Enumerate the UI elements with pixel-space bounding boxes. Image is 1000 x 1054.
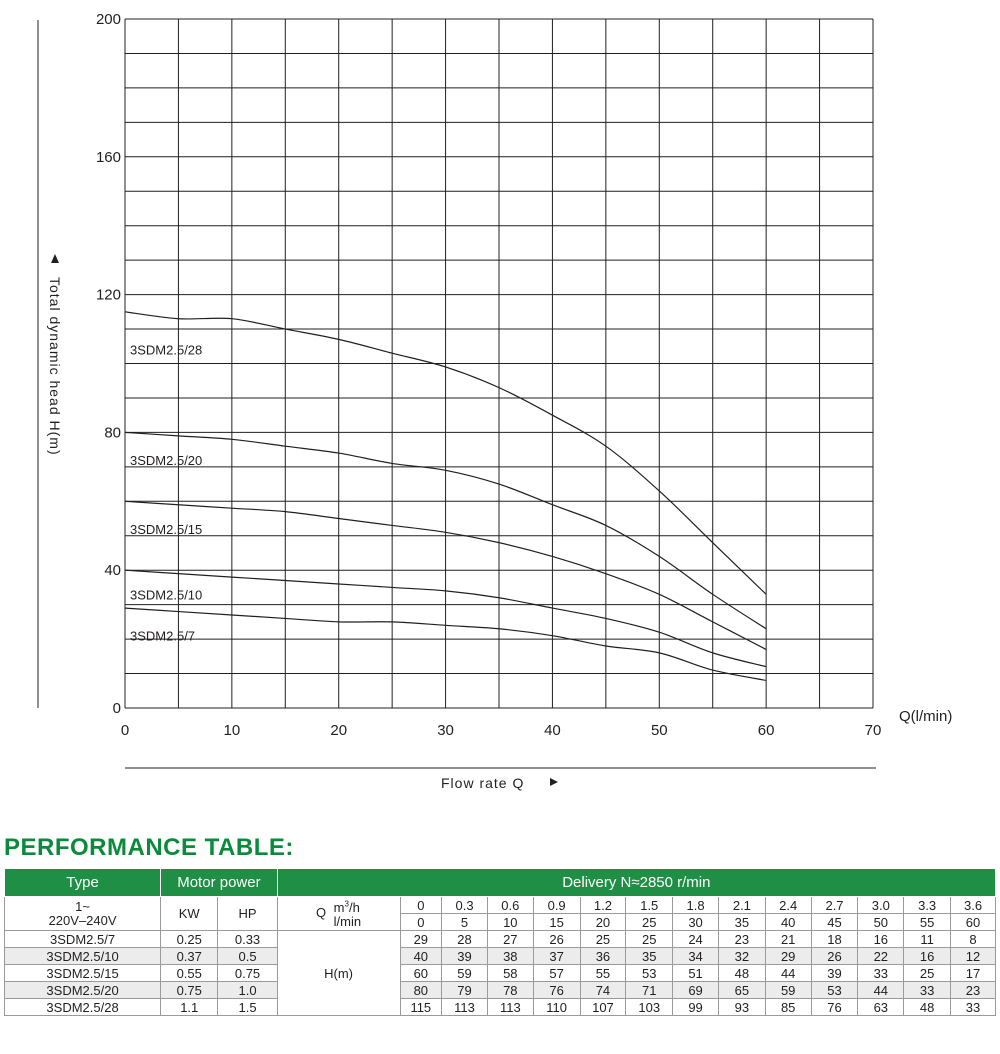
m3h-value: 2.1	[718, 897, 765, 914]
h-value: 63	[858, 999, 904, 1016]
h-value: 39	[811, 965, 858, 982]
h-value: 18	[811, 931, 858, 948]
h-value: 59	[442, 965, 488, 982]
y-axis-ticks	[96, 11, 121, 717]
lmin-value: 55	[904, 914, 951, 931]
m3h-value: 1.5	[626, 897, 673, 914]
h-value: 24	[673, 931, 719, 948]
h-value: 113	[442, 999, 488, 1016]
h-value: 110	[533, 999, 580, 1016]
lmin-value: 10	[487, 914, 533, 931]
m3h-value: 3.6	[951, 897, 996, 914]
h-value: 107	[580, 999, 626, 1016]
h-value: 44	[765, 965, 811, 982]
h-value: 48	[904, 999, 951, 1016]
x-axis-ticks	[121, 722, 882, 739]
table-row	[5, 982, 996, 999]
header-delivery: Delivery N≈2850 r/min	[277, 869, 995, 897]
hp-cell: 1.0	[218, 982, 277, 999]
table-subheader-row	[5, 897, 996, 914]
kw-cell: 0.25	[161, 931, 218, 948]
h-value: 12	[951, 948, 996, 965]
type-cell: 3SDM2.5/7	[5, 931, 161, 948]
h-value: 16	[904, 948, 951, 965]
x-axis-title: Flow rate Q	[441, 775, 525, 791]
h-value: 33	[904, 982, 951, 999]
hp-cell: 0.5	[218, 948, 277, 965]
h-value: 28	[442, 931, 488, 948]
y-tick-label: 40	[104, 562, 121, 580]
performance-table	[4, 868, 996, 1016]
phase-voltage-cell	[5, 897, 161, 931]
table-row	[5, 931, 996, 948]
x-tick-label: 20	[330, 722, 348, 739]
x-axis-arrow-icon	[550, 778, 558, 786]
h-value: 60	[400, 965, 442, 982]
type-cell: 3SDM2.5/15	[5, 965, 161, 982]
hp-cell: 0.75	[218, 965, 277, 982]
h-value: 51	[673, 965, 719, 982]
h-value: 113	[487, 999, 533, 1016]
hp-cell: 1.5	[218, 999, 277, 1016]
lmin-value: 30	[673, 914, 719, 931]
h-value: 26	[533, 931, 580, 948]
y-tick-label: 0	[112, 700, 121, 717]
y-axis-arrow-icon	[51, 254, 59, 263]
kw-cell: 0.37	[161, 948, 218, 965]
h-value: 79	[442, 982, 488, 999]
y-tick-label: 80	[104, 424, 121, 442]
chart-grid	[125, 19, 873, 708]
type-cell: 3SDM2.5/20	[5, 982, 161, 999]
h-value: 78	[487, 982, 533, 999]
lmin-value: 20	[580, 914, 626, 931]
lmin-value: 5	[442, 914, 488, 931]
h-value: 23	[951, 982, 996, 999]
h-value: 35	[626, 948, 673, 965]
x-axis-unit-label: Q(l/min)	[899, 708, 953, 725]
h-value: 37	[533, 948, 580, 965]
x-tick-label: 50	[650, 722, 668, 739]
curve-label: 3SDM2.5/10	[130, 587, 203, 603]
hp-header: HP	[218, 897, 277, 931]
h-value: 85	[765, 999, 811, 1016]
hp-cell: 0.33	[218, 931, 277, 948]
lmin-value: 60	[951, 914, 996, 931]
kw-cell: 0.55	[161, 965, 218, 982]
table-row	[5, 965, 996, 982]
phase-label: 1~	[75, 898, 90, 914]
m3h-value: 3.3	[904, 897, 951, 914]
h-value: 16	[858, 931, 904, 948]
h-value: 22	[858, 948, 904, 965]
q-unit-cell	[277, 897, 400, 931]
lmin-value: 25	[626, 914, 673, 931]
h-value: 76	[533, 982, 580, 999]
lmin-value: 15	[533, 914, 580, 931]
y-tick-label: 160	[95, 148, 121, 166]
x-tick-label: 40	[544, 722, 561, 739]
m3h-value: 3.0	[858, 897, 904, 914]
m3h-value: 0.6	[487, 897, 533, 914]
h-value: 34	[673, 948, 719, 965]
m3h-value: 1.8	[673, 897, 719, 914]
h-value: 21	[765, 931, 811, 948]
h-value: 39	[442, 948, 488, 965]
header-type: Type	[5, 869, 161, 897]
table-row	[5, 999, 996, 1016]
m3h-value: 2.7	[811, 897, 858, 914]
h-value: 57	[533, 965, 580, 982]
m3h-value: 0.9	[533, 897, 580, 914]
h-value: 25	[626, 931, 673, 948]
kw-cell: 1.1	[161, 999, 218, 1016]
h-value: 58	[487, 965, 533, 982]
h-value: 25	[904, 965, 951, 982]
h-value: 36	[580, 948, 626, 965]
type-cell: 3SDM2.5/10	[5, 948, 161, 965]
m3h-value: 2.4	[765, 897, 811, 914]
h-value: 115	[400, 999, 442, 1016]
table-header-row	[5, 869, 996, 897]
h-value: 17	[951, 965, 996, 982]
h-value: 11	[904, 931, 951, 948]
kw-cell: 0.75	[161, 982, 218, 999]
type-cell: 3SDM2.5/28	[5, 999, 161, 1016]
h-value: 69	[673, 982, 719, 999]
h-value: 29	[400, 931, 442, 948]
h-value: 29	[765, 948, 811, 965]
x-tick-label: 60	[757, 722, 775, 739]
y-axis-title: Total dynamic head H(m)	[47, 277, 63, 456]
h-value: 26	[811, 948, 858, 965]
lmin-value: 50	[858, 914, 904, 931]
curve-labels	[130, 343, 202, 644]
x-tick-label: 30	[437, 722, 454, 739]
m3h-value: 1.2	[580, 897, 626, 914]
q-label: Q	[316, 904, 327, 920]
curve-label: 3SDM2.5/20	[130, 452, 203, 468]
h-value: 99	[673, 999, 719, 1016]
performance-table-title: PERFORMANCE TABLE:	[4, 834, 294, 861]
header-motor-power: Motor power	[161, 869, 278, 897]
y-tick-label: 200	[95, 11, 121, 28]
q-units	[334, 898, 361, 929]
lmin-value: 35	[718, 914, 765, 931]
m3h-value: 0.3	[442, 897, 488, 914]
h-label-cell: H(m)	[277, 931, 400, 1016]
lmin-unit: l/min	[333, 914, 362, 930]
x-tick-label: 10	[223, 722, 241, 739]
table-row	[5, 948, 996, 965]
h-value: 8	[951, 931, 996, 948]
h-value: 48	[718, 965, 765, 982]
h-value: 71	[626, 982, 673, 999]
h-value: 59	[765, 982, 811, 999]
h-value: 32	[718, 948, 765, 965]
h-value: 25	[580, 931, 626, 948]
h-value: 33	[858, 965, 904, 982]
h-value: 76	[811, 999, 858, 1016]
h-value: 27	[487, 931, 533, 948]
m3h-unit: $m^3/h$	[333, 899, 360, 916]
lmin-value: 40	[765, 914, 811, 931]
lmin-value: 45	[811, 914, 858, 931]
curve-label: 3SDM2.5/7	[130, 628, 196, 644]
h-value: 65	[718, 982, 765, 999]
h-value: 55	[580, 965, 626, 982]
h-value: 74	[580, 982, 626, 999]
h-value: 53	[811, 982, 858, 999]
h-value: 33	[951, 999, 996, 1016]
h-value: 103	[626, 999, 673, 1016]
h-value: 44	[858, 982, 904, 999]
m3h-value: 0	[400, 897, 442, 914]
curve-label: 3SDM2.5/15	[130, 521, 203, 537]
h-value: 40	[400, 948, 442, 965]
h-value: 93	[718, 999, 765, 1016]
h-value: 80	[400, 982, 442, 999]
voltage-label: 220V–240V	[48, 912, 117, 928]
x-tick-label: 0	[120, 722, 130, 739]
lmin-value: 0	[400, 914, 442, 931]
x-tick-label: 70	[864, 722, 882, 739]
curve-label: 3SDM2.5/28	[130, 342, 203, 358]
h-value: 53	[626, 965, 673, 982]
y-tick-label: 120	[95, 286, 121, 304]
kw-header: KW	[161, 897, 218, 931]
h-value: 23	[718, 931, 765, 948]
h-value: 38	[487, 948, 533, 965]
